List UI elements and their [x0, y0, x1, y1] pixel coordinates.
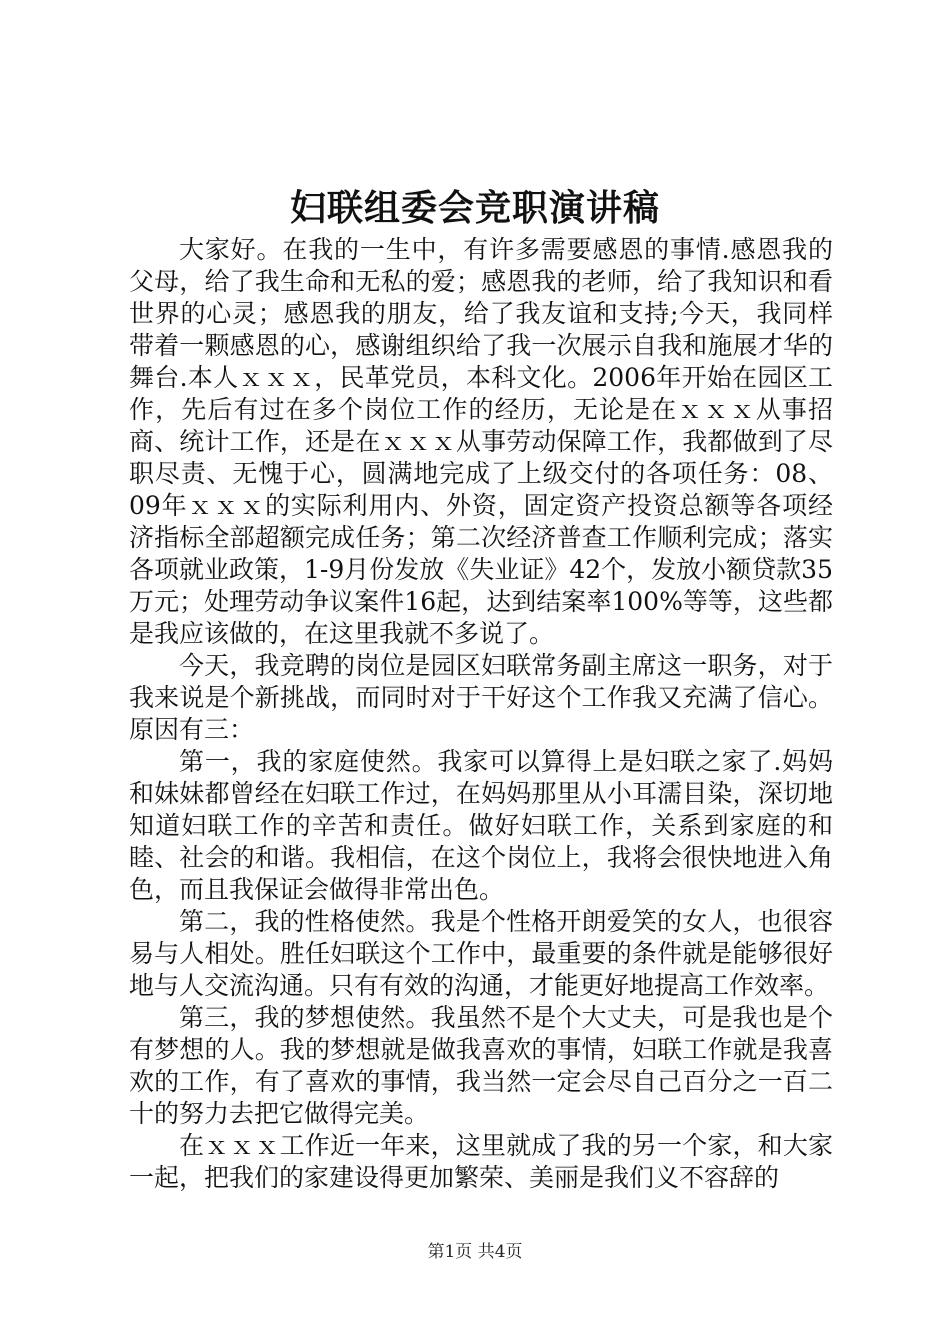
paragraph-3: 第一，我的家庭使然。我家可以算得上是妇联之家了.妈妈和妹妹都曾经在妇联工作过，在妈妈那里从小耳濡目染，深切地知道妇联工作的辛苦和责任。做好妇联工作，关系到家庭的和睦、社会的和谐。我相信，在这个岗位上，我将会很快地进入角色，而且我保证会做得非常出色。	[129, 747, 833, 904]
page-number-footer: 第1页 共4页	[427, 1242, 523, 1262]
paragraph-4: 第二，我的性格使然。我是个性格开朗爱笑的女人，也很容易与人相处。胜任妇联这个工作中，最重要的条件就是能够很好地与人交流沟通。只有有效的沟通，才能更好地提高工作效率。	[129, 907, 833, 1000]
paragraph-6: 在ｘｘｘ工作近一年来，这里就成了我的另一个家，和大家一起，把我们的家建设得更加繁荣、美丽是我们义不容辞的	[129, 1131, 833, 1192]
document-title: 妇联组委会竞职演讲稿	[289, 187, 660, 229]
paragraph-1: 大家好。在我的一生中，有许多需要感恩的事情.感恩我的父母，给了我生命和无私的爱；感恩我的老师，给了我知识和看世界的心灵；感恩我的朋友，给了我友谊和支持;今天，我同样带着一颗感恩的心，感谢组织给了我一次展示自我和施展才华的舞台.本人ｘｘｘ，民革党员，本科文化。2006年开始在园区工作，先后有过在多个岗位工作的经历，无论是在ｘｘｘ从事招商、统计工作，还是在ｘｘｘ从事劳动保障工作，我都做到了尽职尽责、无愧于心，圆满地完成了上级交付的各项任务：08、09年ｘｘｘ的实际利用内、外资，固定资产投资总额等各项经济指标全部超额完成任务；第二次经济普查工作顺利完成；落实各项就业政策，1-9月份发放《失业证》42个，发放小额贷款35万元；处理劳动争议案件16起，达到结案率100%等等，这些都是我应该做的，在这里我就不多说了。	[129, 235, 833, 648]
paragraph-2: 今天，我竞聘的岗位是园区妇联常务副主席这一职务，对于我来说是个新挑战，而同时对于干好这个工作我又充满了信心。原因有三：	[129, 651, 833, 744]
paragraph-5: 第三，我的梦想使然。我虽然不是个大丈夫，可是我也是个有梦想的人。我的梦想就是做我喜欢的事情，妇联工作就是我喜欢的工作，有了喜欢的事情，我当然一定会尽自己百分之一百二十的努力去把它做得完美。	[129, 1003, 833, 1128]
document-body	[129, 234, 833, 1194]
